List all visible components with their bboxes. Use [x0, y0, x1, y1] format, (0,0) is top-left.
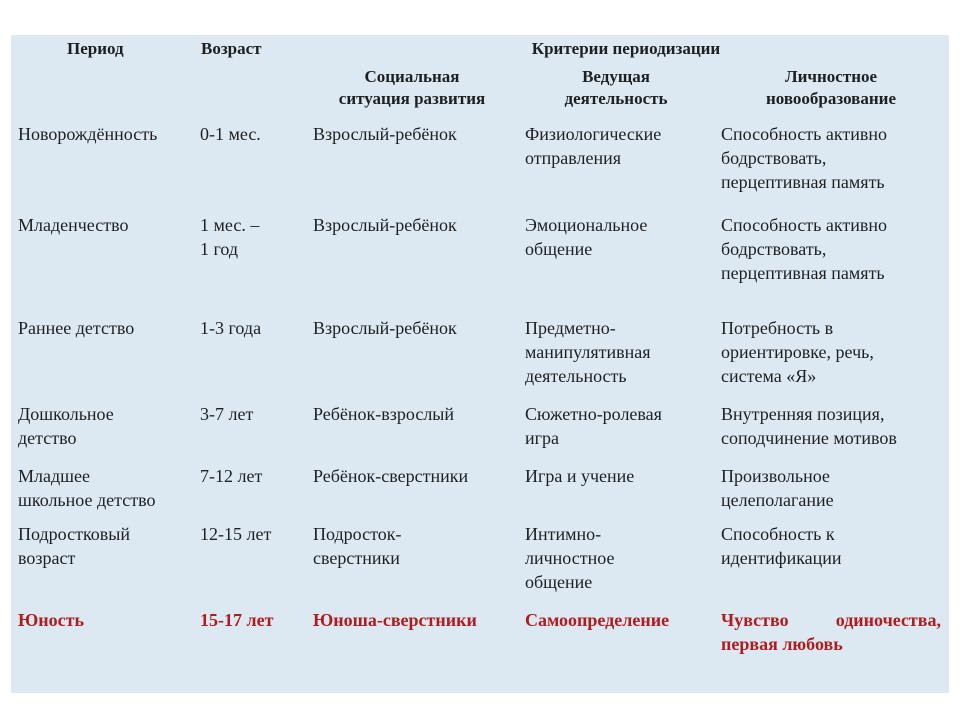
row-1-activity: Физиологические отправления — [525, 124, 662, 168]
row-4-neoformation: Внутренняя позиция, соподчинение мотивов — [721, 404, 897, 448]
row-5-activity: Игра и учение — [525, 466, 635, 486]
row-7-age: 15-17 лет — [200, 610, 274, 630]
row-6-neoformation: Способность к идентификации — [721, 524, 842, 568]
row-2-activity: Эмоциональное общение — [525, 215, 648, 259]
row-4-activity: Сюжетно-ролевая игра — [525, 404, 662, 448]
row-5-age: 7-12 лет — [200, 466, 263, 486]
row-2-age: 1 мес. – 1 год — [200, 215, 260, 259]
row-7-neoformation-line1: Чувство одиночества, — [721, 610, 941, 630]
row-6-age: 12-15 лет — [200, 524, 272, 544]
row-5-social: Ребёнок-сверстники — [313, 466, 469, 486]
row-7-social: Юноша-сверстники — [313, 610, 477, 630]
header-period: Период — [67, 39, 124, 58]
row-4-age: 3-7 лет — [200, 404, 254, 424]
header-criteria: Критерии периодизации — [531, 39, 721, 58]
row-6-activity: Интимно- личностное общение — [525, 524, 615, 592]
row-5-neoformation: Произвольное целеполагание — [721, 466, 834, 510]
row-2-neoformation: Способность активно бодрствовать, перцептивная память — [721, 215, 888, 283]
row-2-period: Младенчество — [18, 215, 129, 235]
header-neoformation: Личностное новообразование — [765, 67, 896, 108]
row-5-period: Младшее школьное детство — [18, 466, 156, 510]
header-leading-activity: Ведущая деятельность — [564, 67, 668, 108]
row-3-activity: Предметно- манипулятивная деятельность — [525, 318, 651, 386]
row-4-period: Дошкольное детство — [18, 404, 114, 448]
row-1-period: Новорождённость — [18, 124, 158, 144]
row-3-social: Взрослый-ребёнок — [313, 318, 457, 338]
periodization-table — [11, 35, 949, 693]
row-6-social: Подросток- сверстники — [313, 524, 402, 568]
row-4-social: Ребёнок-взрослый — [313, 404, 455, 424]
row-7-neoformation: Чувство одиночества, первая любовь — [721, 610, 941, 654]
row-7-activity: Самоопределение — [525, 610, 670, 630]
row-3-period: Раннее детство — [18, 318, 135, 338]
header-age: Возраст — [201, 39, 262, 58]
row-7-period: Юность — [18, 610, 84, 630]
header-social-situation: Социальная ситуация развития — [338, 67, 486, 108]
row-1-social: Взрослый-ребёнок — [313, 124, 457, 144]
row-6-period: Подростковый возраст — [18, 524, 130, 568]
row-1-age: 0-1 мес. — [200, 124, 261, 144]
row-2-social: Взрослый-ребёнок — [313, 215, 457, 235]
row-3-age: 1-3 года — [200, 318, 262, 338]
row-3-neoformation: Потребность в ориентировке, речь, система «Я» — [721, 318, 874, 386]
row-1-neoformation: Способность активно бодрствовать, перцептивная память — [721, 124, 888, 192]
